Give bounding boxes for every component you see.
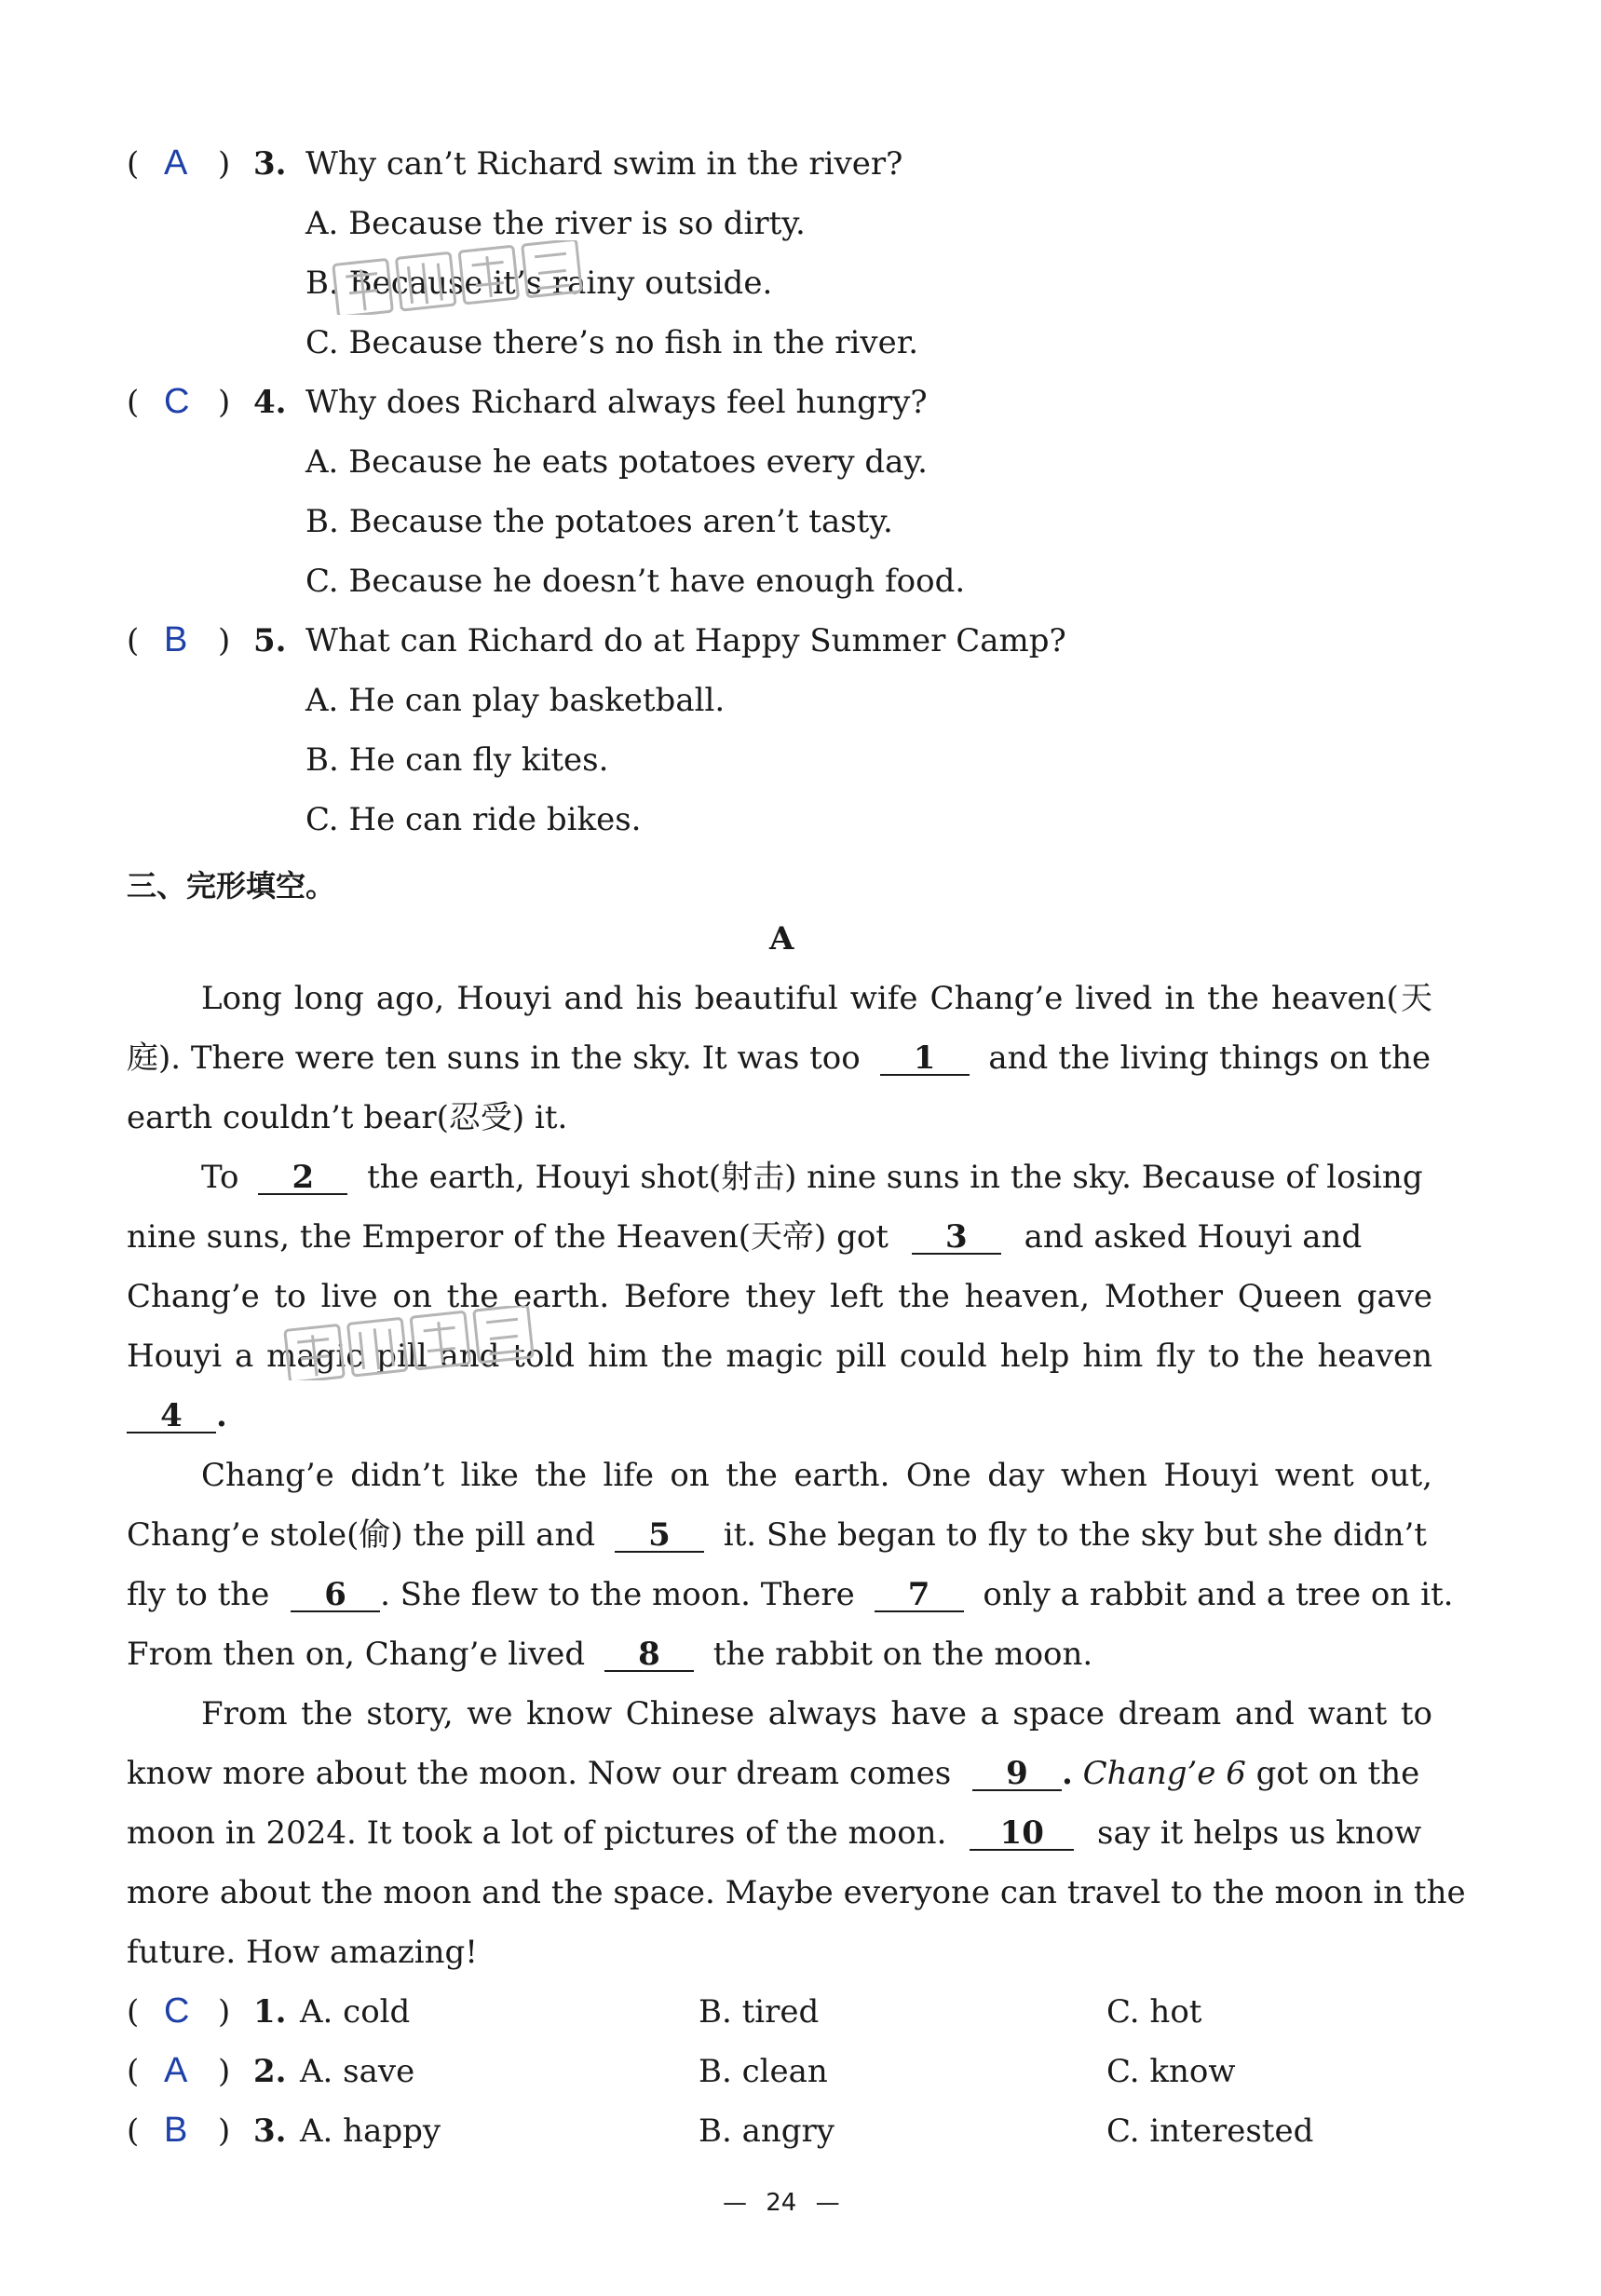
blank-3: 3 xyxy=(912,1221,1001,1255)
open-paren: ( xyxy=(127,145,140,183)
question-number: 5. xyxy=(253,622,287,659)
question-number: 4. xyxy=(253,384,287,421)
blank-2: 2 xyxy=(258,1162,347,1195)
question-number: 1. xyxy=(253,1993,287,2031)
blank-4: 4 xyxy=(127,1400,216,1433)
passage-text: From then on, Chang’e lived xyxy=(127,1636,586,1673)
blank-9: 9 xyxy=(972,1758,1062,1791)
passage-line xyxy=(127,1397,227,1434)
watermark-logo-icon xyxy=(279,1306,549,1380)
blank-5: 5 xyxy=(615,1519,704,1553)
passage-line xyxy=(127,1516,1427,1554)
passage-text: . xyxy=(1061,1755,1073,1792)
question-text: Why does Richard always feel hungry? xyxy=(305,384,928,421)
passage-line xyxy=(127,1576,1453,1613)
option-c: C. know xyxy=(1106,2053,1236,2090)
blank-7: 7 xyxy=(875,1579,964,1612)
open-paren: ( xyxy=(127,622,140,659)
passage-text: moon in 2024. It took a lot of pictures of the moon. xyxy=(127,1814,947,1852)
passage-text: and asked Houyi and xyxy=(1024,1218,1363,1256)
section-heading: 三、完形填空。 xyxy=(127,868,336,903)
passage-line xyxy=(127,1814,1421,1852)
passage-line xyxy=(127,1755,1419,1792)
answer-mark: A xyxy=(164,2051,188,2090)
question-text: What can Richard do at Happy Summer Camp? xyxy=(305,622,1066,659)
open-paren: ( xyxy=(127,2053,140,2090)
footer-dash: — xyxy=(723,2189,747,2217)
passage-line: Chang’e to live on the earth. Before they left the heaven, Mother Queen gave xyxy=(127,1278,1432,1315)
footer-dash: — xyxy=(815,2189,840,2217)
option-a: A. happy xyxy=(300,2113,441,2150)
option-c: C. hot xyxy=(1106,1993,1202,2031)
blank-6: 6 xyxy=(291,1579,380,1612)
passage-text: only a rabbit and a tree on it. xyxy=(983,1576,1454,1613)
answer-mark: A xyxy=(164,143,188,183)
question-number: 3. xyxy=(253,145,287,183)
passage-line xyxy=(127,1636,1092,1673)
passage-text: the earth, Houyi shot(射击) nine suns in the sky. Because of losing xyxy=(367,1159,1423,1196)
option-b: B. angry xyxy=(699,2113,834,2150)
page-number: 24 xyxy=(766,2189,797,2217)
option-c: C. Because there’s no fish in the river. xyxy=(305,324,919,361)
passage-line xyxy=(127,1218,1362,1256)
passage-title: A xyxy=(769,920,794,958)
passage-text-italic: Chang’e 6 xyxy=(1082,1755,1246,1792)
option-a: A. cold xyxy=(300,1993,411,2031)
passage-line: more about the moon and the space. Maybe everyone can travel to the moon in the xyxy=(127,1874,1466,1911)
passage-line: Houyi a magic pill and told him the magic pill could help him fly to the heaven xyxy=(127,1338,1432,1375)
question-text: Why can’t Richard swim in the river? xyxy=(305,145,903,183)
watermark-logo-icon xyxy=(328,240,598,315)
question-number: 3. xyxy=(253,2113,287,2150)
option-a: A. He can play basketball. xyxy=(305,682,726,719)
passage-text: got on the xyxy=(1255,1755,1420,1792)
answer-mark: B xyxy=(164,620,188,659)
passage-text: say it helps us know xyxy=(1097,1814,1422,1852)
passage-text: and the living things on the xyxy=(988,1039,1431,1077)
option-a: A. save xyxy=(300,2053,415,2090)
close-paren: ) xyxy=(218,622,231,659)
passage-line xyxy=(201,1159,1423,1196)
passage-line: Long long ago, Houyi and his beautiful wife Chang’e lived in the heaven(天 xyxy=(201,980,1432,1017)
passage-text: Chang’e stole(偷) the pill and xyxy=(127,1516,596,1554)
passage-text: 庭). There were ten suns in the sky. It was too xyxy=(127,1039,861,1077)
passage-text: the rabbit on the moon. xyxy=(712,1636,1093,1673)
page-footer xyxy=(723,2189,840,2217)
open-paren: ( xyxy=(127,1993,140,2031)
close-paren: ) xyxy=(218,145,231,183)
passage-line: future. How amazing! xyxy=(127,1934,478,1971)
passage-text: . xyxy=(216,1397,227,1434)
close-paren: ) xyxy=(218,2053,231,2090)
option-b: B. He can fly kites. xyxy=(305,741,609,779)
answer-mark: B xyxy=(164,2111,188,2150)
passage-line: Chang’e didn’t like the life on the earth. One day when Houyi went out, xyxy=(201,1457,1432,1494)
option-b: B. clean xyxy=(699,2053,828,2090)
option-a: A. Because he eats potatoes every day. xyxy=(305,443,928,481)
passage-text: To xyxy=(201,1159,239,1196)
open-paren: ( xyxy=(127,384,140,421)
blank-1: 1 xyxy=(880,1042,970,1076)
option-b: B. tired xyxy=(699,1993,820,2031)
option-b: B. Because it’s rainy outside. xyxy=(305,265,773,302)
passage-text: know more about the moon. Now our dream comes xyxy=(127,1755,952,1792)
passage-line: From the story, we know Chinese always have a space dream and want to xyxy=(201,1695,1432,1732)
passage-text: . She flew to the moon. There xyxy=(380,1576,855,1613)
blank-10: 10 xyxy=(970,1817,1074,1851)
open-paren: ( xyxy=(127,2113,140,2150)
option-c: C. Because he doesn’t have enough food. xyxy=(305,563,966,600)
option-c: C. interested xyxy=(1106,2113,1314,2150)
passage-text: it. She began to fly to the sky but she didn’t xyxy=(723,1516,1427,1554)
option-c: C. He can ride bikes. xyxy=(305,801,642,838)
answer-mark: C xyxy=(164,382,190,421)
passage-text: fly to the xyxy=(127,1576,270,1613)
passage-text: nine suns, the Emperor of the Heaven(天帝) got xyxy=(127,1218,889,1256)
question-number: 2. xyxy=(253,2053,287,2090)
answer-mark: C xyxy=(164,1991,190,2031)
blank-8: 8 xyxy=(604,1638,694,1672)
option-a: A. Because the river is so dirty. xyxy=(305,205,806,242)
passage-line xyxy=(127,1039,1431,1077)
passage-line: earth couldn’t bear(忍受) it. xyxy=(127,1099,568,1136)
option-b: B. Because the potatoes aren’t tasty. xyxy=(305,503,893,540)
close-paren: ) xyxy=(218,1993,231,2031)
close-paren: ) xyxy=(218,2113,231,2150)
close-paren: ) xyxy=(218,384,231,421)
